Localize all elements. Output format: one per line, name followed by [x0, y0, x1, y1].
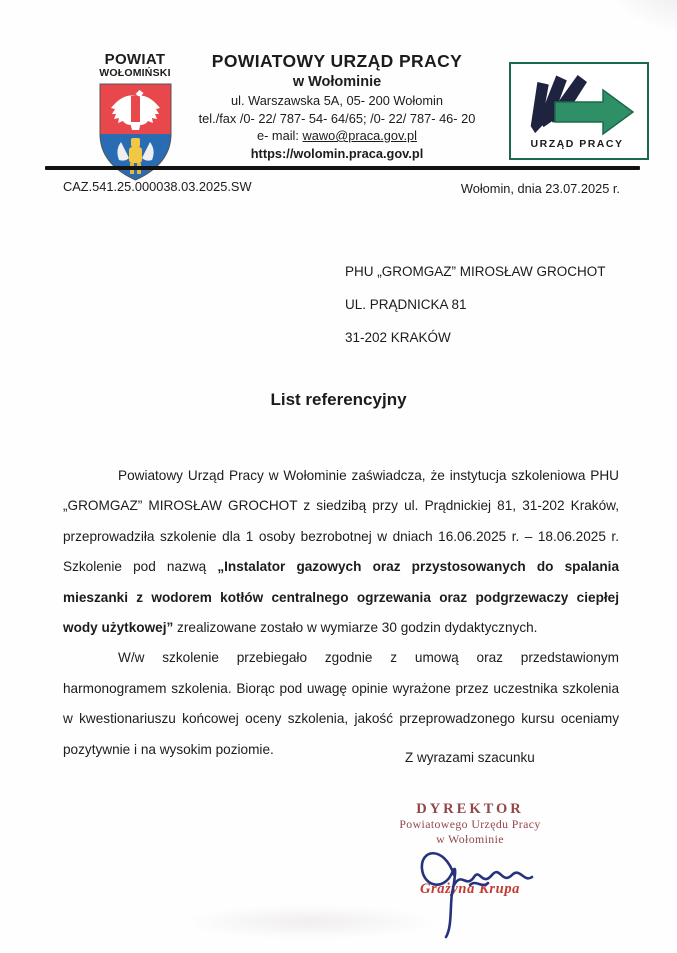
urzad-pracy-logo: [509, 62, 649, 160]
paragraph-2: W/w szkolenie przebiegało zgodnie z umową oraz przedstawionym harmonogramem szkolenia. Biorąc pod uwagę opinie wyrażone przez uczestnika szkolenia w kwestionariuszu końcowej oceny szkolenia, jakość przeprowadzonego kursu oceniamy pozytywnie i na wysokim poziomie.: [63, 650, 619, 757]
letterhead: [163, 50, 511, 162]
coat-of-arms-label-line2: WOŁOMIŃSKI: [99, 67, 171, 79]
urzad-pracy-logo-icon: [511, 64, 643, 154]
recipient-name: PHU „GROMGAZ” MIROSŁAW GROCHOT: [345, 264, 606, 279]
recipient-city: 31-202 KRAKÓW: [345, 330, 451, 345]
org-website: https://wolomin.praca.gov.pl: [250, 145, 424, 161]
recipient-street: UL. PRĄDNICKA 81: [345, 297, 467, 312]
reference-number: CAZ.541.25.000038.03.2025.SW: [63, 179, 252, 194]
signature-scribble-icon: [392, 833, 552, 945]
stamp-city: w Wołominie: [436, 832, 504, 846]
date-line: Wołomin, dnia 23.07.2025 r.: [460, 181, 620, 196]
signer-name: Grażyna Krupa: [419, 881, 521, 897]
paragraph-1-course-name: „Instalator gazowych oraz przystosowanych do spalania mieszanki z wodorem kotłów centralnego ogrzewania oraz podgrzewaczy ciepłej wody użytkowej”: [63, 559, 620, 636]
letter-body: [63, 461, 619, 765]
coat-of-arms-label-line1: POWIAT: [104, 51, 166, 68]
paragraph-1-text: Powiatowy Urząd Pracy w Wołominie zaświadcza, że instytucja szkoleniowa PHU „GROMGAZ” MIROSŁAW GROCHOT z siedzibą przy ul. Prądnickiej 81, 31-202 Kraków, przeprowadziła szkolenie dla 1 osoby bezrobotnej w dniach 16.06.2025 r. – 18.06.2025 r. Szkolenie pod nazwą: [63, 468, 619, 575]
scan-corner-shade: [597, 0, 677, 40]
paragraph-1: [63, 461, 619, 643]
org-email-line: [163, 127, 511, 145]
org-email-label: e- mail:: [257, 128, 303, 143]
svg-text:URZĄD PRACY: URZĄD PRACY: [530, 138, 624, 150]
org-address: ul. Warszawska 5A, 05- 200 Wołomin: [231, 93, 443, 108]
stamp-org: Powiatowego Urzędu Pracy: [399, 817, 541, 831]
recipient-address: [345, 255, 606, 354]
paragraph-1-end: zrealizowane zostało w wymiarze 30 godzin dydaktycznych.: [173, 620, 538, 636]
org-name: POWIATOWY URZĄD PRACY: [211, 51, 463, 71]
stamp-title: DYREKTOR: [416, 801, 524, 817]
closing-phrase: Z wyrazami szacunku: [405, 750, 535, 765]
org-phone: tel./fax /0- 22/ 787- 54- 64/65; /0- 22/ 787- 46- 20: [198, 110, 476, 126]
header-divider: [45, 166, 640, 170]
org-city: w Wołominie: [292, 74, 382, 90]
org-email-link[interactable]: wawo@praca.gov.pl: [302, 128, 417, 143]
document-title: List referencyjny: [270, 390, 407, 409]
